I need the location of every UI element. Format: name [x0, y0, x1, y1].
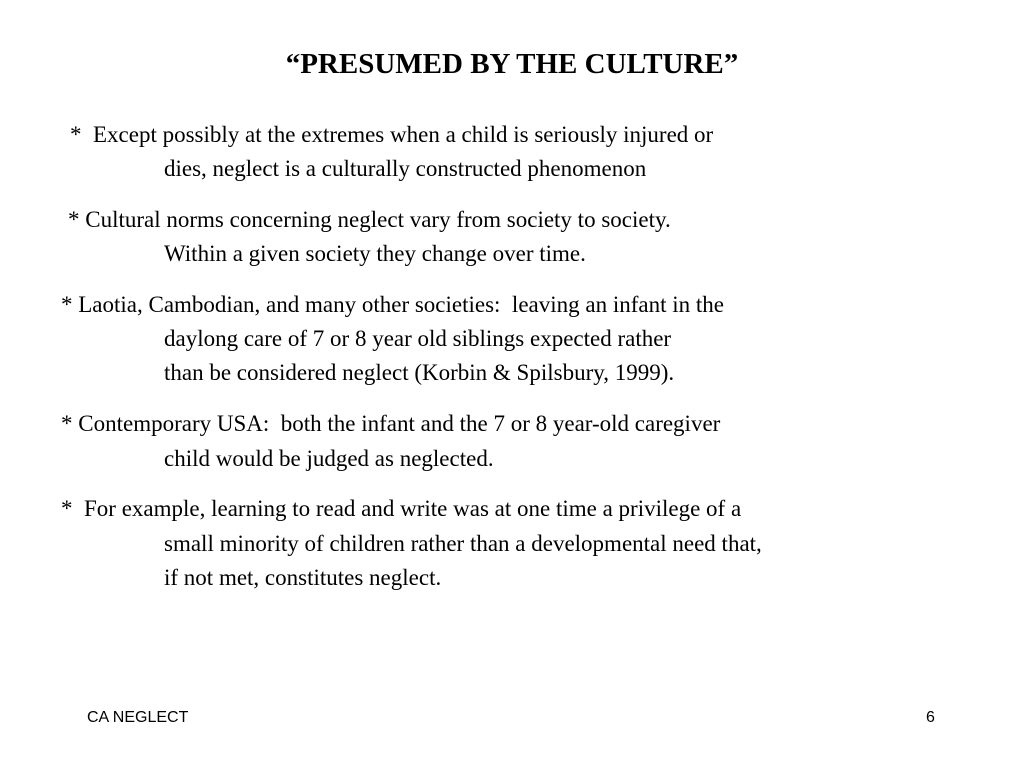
- bullet-2-line-1: * Cultural norms concerning neglect vary from society to society.: [68, 207, 671, 232]
- bullet-3-line-2: daylong care of 7 or 8 year old siblings expected rather: [164, 326, 672, 351]
- bullet-1-line-2: dies, neglect is a culturally constructed phenomenon: [164, 156, 647, 181]
- bullet-3-line-1: * Laotia, Cambodian, and many other societies: leaving an infant in the: [61, 292, 724, 317]
- bullet-4-line-1: * Contemporary USA: both the infant and the 7 or 8 year-old caregiver: [61, 411, 721, 436]
- page-number: 6: [926, 709, 935, 726]
- bullet-1-line-1: * Except possibly at the extremes when a child is seriously injured or: [70, 122, 714, 147]
- slide-title: “PRESUMED BY THE CULTURE”: [285, 48, 739, 80]
- bullet-5-line-2: small minority of children rather than a developmental need that,: [164, 531, 762, 556]
- bullet-2-line-2: Within a given society they change over time.: [164, 241, 586, 266]
- bullet-4-line-2: child would be judged as neglected.: [164, 446, 494, 471]
- bullet-5-line-3: if not met, constitutes neglect.: [164, 565, 442, 590]
- footer-label: CA NEGLECT: [87, 709, 189, 726]
- bullet-5-line-1: * For example, learning to read and write was at one time a privilege of a: [61, 496, 742, 521]
- bullet-3-line-3: than be considered neglect (Korbin & Spilsbury, 1999).: [164, 360, 675, 385]
